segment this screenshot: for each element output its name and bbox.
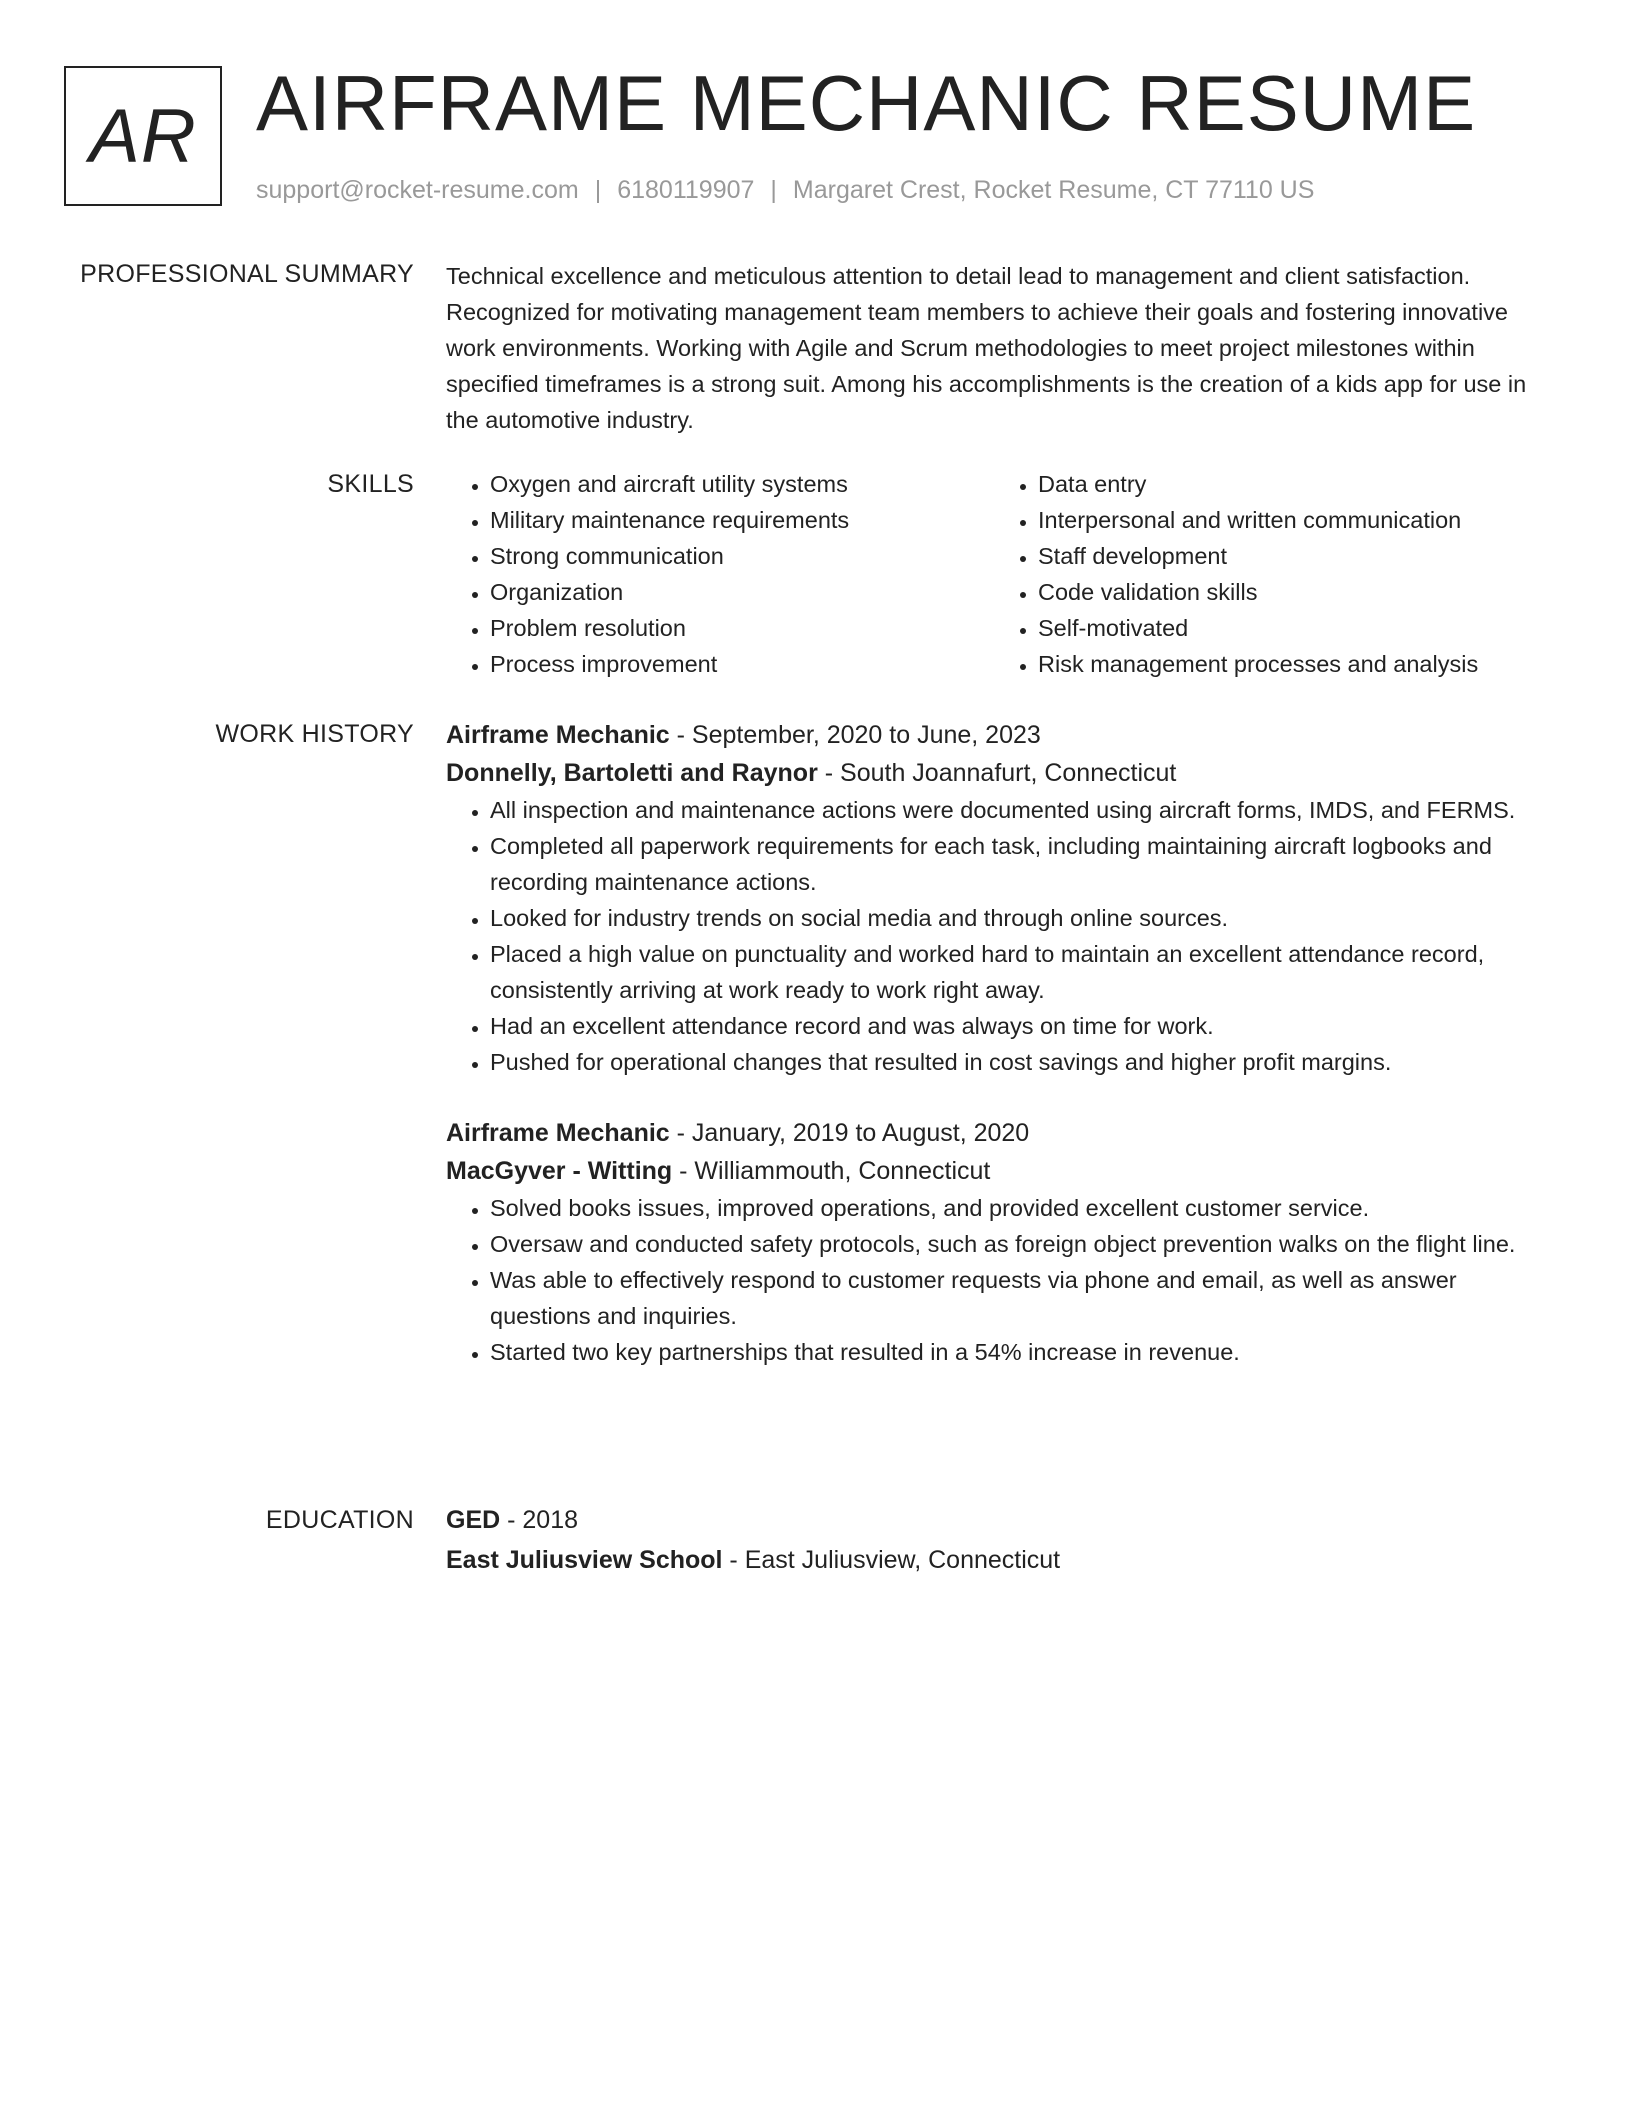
- job-duty-item: • Oversaw and conducted safety protocols, such as foreign object prevention walks on the flight line.: [490, 1226, 1556, 1262]
- skill-item: • Risk management processes and analysis: [1038, 646, 1542, 682]
- page-title: AIRFRAME MECHANIC RESUME: [256, 59, 1477, 147]
- education-year: - 2018: [500, 1506, 579, 1534]
- job-location: - South Joannafurt, Connecticut: [817, 759, 1177, 787]
- contact-email: support@rocket-resume.com: [256, 176, 579, 204]
- job-duty-item: • Solved books issues, improved operations, and provided excellent customer service.: [490, 1190, 1556, 1226]
- monogram-logo: AR: [64, 66, 222, 206]
- contact-separator: |: [770, 176, 777, 204]
- skills-label: SKILLS: [327, 470, 414, 498]
- contact-address: Margaret Crest, Rocket Resume, CT 77110 US: [792, 176, 1315, 204]
- job-duty-item: • Placed a high value on punctuality and worked hard to maintain an excellent attendance record, consistently arriving at work ready to work right away.: [490, 936, 1556, 1008]
- job-duties-list: [446, 792, 1556, 1080]
- skills-list-right: [994, 466, 1542, 682]
- contact-separator: |: [594, 176, 602, 204]
- job-duty-item: • Was able to effectively respond to customer requests via phone and email, as well as answer questions and inquiries.: [490, 1262, 1556, 1334]
- contact-phone: 6180119907: [617, 176, 755, 204]
- summary-body: [446, 258, 1556, 438]
- skill-item: • Interpersonal and written communication: [1038, 502, 1542, 538]
- job-entry: [446, 716, 1556, 1080]
- job-company-line: [446, 1152, 1556, 1190]
- job-duty-item: • All inspection and maintenance actions were documented using aircraft forms, IMDS, and FERMS.: [490, 792, 1556, 828]
- job-company: MacGyver - Witting: [446, 1157, 673, 1185]
- skill-item: • Self-motivated: [1038, 610, 1542, 646]
- education-degree: GED: [446, 1506, 501, 1534]
- job-company: Donnelly, Bartoletti and Raynor: [446, 759, 818, 787]
- job-title-line: [446, 1114, 1556, 1152]
- skills-list-left: [446, 466, 994, 682]
- summary-label: PROFESSIONAL SUMMARY: [80, 260, 414, 288]
- skill-item: • Problem resolution: [490, 610, 994, 646]
- skills-column-right: [994, 466, 1542, 682]
- skills-body: [446, 466, 1556, 682]
- skills-column-left: [446, 466, 994, 682]
- skill-item: • Data entry: [1038, 466, 1542, 502]
- job-location: - Williammouth, Connecticut: [672, 1157, 991, 1185]
- job-company-line: [446, 754, 1556, 792]
- job-duty-item: • Pushed for operational changes that resulted in cost savings and higher profit margins.: [490, 1044, 1556, 1080]
- education-label: EDUCATION: [265, 1506, 414, 1534]
- skill-item: • Strong communication: [490, 538, 994, 574]
- education-school: East Juliusview School: [446, 1546, 723, 1574]
- work-history-label: WORK HISTORY: [215, 720, 414, 748]
- skill-item: • Staff development: [1038, 538, 1542, 574]
- education-degree-line: [446, 1500, 1556, 1540]
- job-duty-item: • Looked for industry trends on social media and through online sources.: [490, 900, 1556, 936]
- skill-item: • Process improvement: [490, 646, 994, 682]
- job-entry: [446, 1114, 1556, 1370]
- job-duty-item: • Completed all paperwork requirements for each task, including maintaining aircraft logbooks and recording maintenance actions.: [490, 828, 1556, 900]
- education-body: [446, 1500, 1556, 1580]
- job-title: Airframe Mechanic: [446, 1119, 670, 1147]
- skill-item: • Organization: [490, 574, 994, 610]
- job-dates: - September, 2020 to June, 2023: [669, 721, 1041, 749]
- job-duty-item: • Started two key partnerships that resulted in a 54% increase in revenue.: [490, 1334, 1556, 1370]
- skill-item: • Oxygen and aircraft utility systems: [490, 466, 994, 502]
- summary-text: Technical excellence and meticulous attention to detail lead to management and client satisfaction. Recognized for motivating management team members to achieve their goals and fostering innovative work environments. Working with Agile and Scrum methodologies to meet project milestones within specified timeframes is a strong suit. Among his accomplishments is the creation of a kids app for use in the automotive industry.: [446, 263, 1527, 433]
- education-school-line: [446, 1540, 1556, 1580]
- education-location: - East Juliusview, Connecticut: [722, 1546, 1061, 1574]
- job-duties-list: [446, 1190, 1556, 1370]
- job-dates: - January, 2019 to August, 2020: [669, 1119, 1030, 1147]
- skill-item: • Code validation skills: [1038, 574, 1542, 610]
- work-history-body: [446, 716, 1556, 1370]
- job-duty-item: • Had an excellent attendance record and was always on time for work.: [490, 1008, 1556, 1044]
- contact-line: [256, 174, 1314, 206]
- skills-grid: [446, 466, 1556, 682]
- job-title: Airframe Mechanic: [446, 721, 670, 749]
- job-title-line: [446, 716, 1556, 754]
- skill-item: • Military maintenance requirements: [490, 502, 994, 538]
